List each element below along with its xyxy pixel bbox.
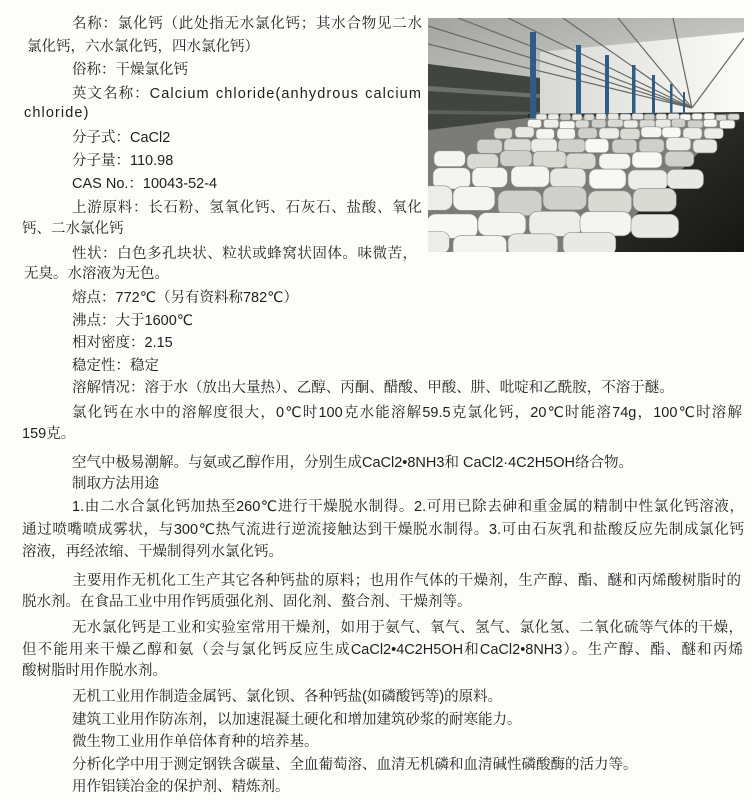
bag [592,119,606,127]
solubility-line [72,377,674,399]
english-name-label: 英文名称： [72,86,150,102]
bag [704,113,715,119]
density-line [72,332,173,354]
bag [704,119,718,127]
bag [550,168,586,188]
column [670,84,673,117]
english-name-line-cont: chloride) [24,105,90,121]
bag [666,138,691,151]
bag [494,128,512,139]
density-label: 相对密度： [72,335,145,351]
bag [588,191,632,215]
preparation-line: 溶液，再经浓缩、干燥制得列水氯化钙。 [22,544,283,560]
bag [665,151,694,166]
bag [536,114,547,120]
name-label: 名称： [72,16,118,32]
column [683,92,685,115]
bag [608,113,619,119]
column [652,75,655,119]
bag [560,114,571,120]
bag [478,213,526,236]
stability-label: 稳定性： [72,358,130,374]
appearance-value: 白色多孔块状、粒状或蜂窝状固体。味微苦， [117,246,418,262]
bag [632,152,662,168]
molecular-weight-label: 分子量： [72,153,130,169]
bag [728,114,739,120]
bag [628,170,668,190]
formula-label: 分子式： [72,130,130,146]
bag [639,139,664,153]
solubility-note-line-cont: 159克。 [22,426,76,442]
bag [500,151,532,167]
bag [608,120,624,128]
bag [558,139,585,152]
bag [585,139,609,153]
cas-line [72,173,217,195]
bag [599,154,631,169]
density-value: 2.15 [144,335,173,351]
bag [576,120,590,128]
bag [631,214,679,238]
metallurgy-line: 用作铝镁冶金的保护剂、精炼剂。 [72,779,290,795]
analytical-chemistry-line: 分析化学中用于测定钢铁含碳量、全血葡萄溶、血清无机磷和血清碱性磷酸酶的活力等。 [72,757,638,773]
bag [508,234,558,252]
deliquescence-note-line: 空气中极易潮解。与氨或乙醇作用，分别生成CaCl2•8NH3和 CaCl2·4C2H5OH络合物。 [72,455,633,471]
construction-line: 建筑工业用作防冻剂，以加速混凝土硬化和增加建筑砂浆的耐寒能力。 [72,712,522,728]
bag [624,120,639,128]
boiling-point-value: 大于1600℃ [115,313,194,329]
bag [720,120,735,128]
desiccant-use-line: 酸树脂时用作脱水剂。 [22,663,167,679]
solubility-note-line: 氯化钙在水中的溶解度很大，0℃时100克水能溶解59.5克氯化钙，20℃时能溶74g，100℃时溶解 [72,405,742,421]
column [632,65,636,121]
bag [536,129,554,140]
solubility-label: 溶解情况： [72,380,145,396]
english-name-line [72,83,422,105]
appearance-line-cont: 无臭。水溶液为无色。 [24,266,169,282]
bag [428,186,452,211]
cas-value: 10043-52-4 [142,176,218,192]
warehouse-photo [428,18,744,252]
common-name-line [72,59,188,81]
boiling-point-line [72,310,193,332]
bag [572,114,582,120]
bag [656,114,667,120]
main-uses-line: 脱水剂。在食品工业中用作钙质强化剂、固化剂、螯合剂、干燥剂等。 [22,594,472,610]
bag [662,127,681,138]
name-line [72,13,422,35]
molecular-weight-value: 110.98 [130,153,174,169]
appearance-line [72,243,417,265]
common-name-label: 俗称： [72,62,116,78]
molecular-weight-line [72,150,173,172]
microbiology-line: 微生物工业用作单倍体育种的培养基。 [72,734,319,750]
bag [693,140,717,153]
bag [566,153,596,169]
bag [453,236,507,252]
bag [596,114,606,120]
bag [612,140,637,154]
melting-point-label: 熔点： [72,290,116,306]
bag [620,129,640,140]
bag [511,166,549,187]
bag [434,151,465,167]
bag [620,114,631,120]
preparation-line: 1.由二水合氯化钙加热至260℃进行干燥脱水制得。2.可用已除去砷和重金属的精制中性氯化钙溶液， [72,499,744,515]
inorganic-industry-line: 无机工业用作制造金属钙、氯化钡、各种钙盐(如磷酸钙等)的原料。 [72,689,503,705]
desiccant-use-line: 但不能用来干燥乙醇和氨（会与氯化钙反应生成CaCl2•4C2H5OH和CaCl2•8NH3）。生产醇、酯、醚和丙烯 [22,642,743,658]
section-heading: 制取方法用途 [72,476,159,492]
bag [599,128,619,139]
bag [641,127,662,138]
raw-materials-line-cont: 钙、二水氯化钙 [22,221,124,237]
stability-line [72,355,159,377]
bag [453,187,495,211]
raw-materials-line [72,197,422,219]
bag [578,128,597,138]
formula-value: CaCl2 [130,130,171,146]
bag [515,127,534,138]
bag [467,154,498,169]
bag [672,119,686,127]
bag [544,120,559,128]
appearance-label: 性状： [72,246,118,262]
bag [533,151,566,167]
cas-label: CAS No.： [72,176,143,192]
formula-line [72,127,170,149]
bag [632,114,644,120]
bag [688,120,704,128]
main-uses-line: 主要用作无机化工生产其它各种钙盐的原料；也用作气体的干燥剂，生产醇、酯、醚和丙烯酸树脂时的 [72,573,741,589]
bag [543,187,587,210]
bag [531,139,557,153]
solubility-value: 溶于水（放出大量热）、乙醇、丙酮、醋酸、甲酸、肼、吡啶和乙酰胺，不溶于醚。 [144,380,674,396]
bag [692,114,702,120]
bag [472,168,508,188]
name-line-cont: 氯化钙，六水氯化钙，四水氯化钙） [27,39,259,55]
bag [580,212,632,236]
bag [563,233,616,252]
bag [428,232,449,253]
name-value: 氯化钙（此处指无水氯化钙；其水合物见二水 [117,16,422,32]
common-name-value: 干燥氯化钙 [115,62,188,78]
bag [560,121,575,129]
stability-value: 稳定 [130,358,159,374]
bag [704,128,723,139]
raw-materials-label: 上游原料： [72,200,149,216]
bag [667,170,704,189]
bag [589,169,626,189]
raw-materials-value: 长石粉、氢氧化钙、石灰石、盐酸、氧化 [148,200,422,216]
melting-point-value: 772℃（另有资料称782℃） [115,290,298,306]
bag [644,114,654,120]
boiling-point-label: 沸点： [72,313,116,329]
english-name-value: Calcium chloride(anhydrous calcium [149,86,422,102]
melting-point-line [72,287,298,309]
bag [557,128,575,139]
desiccant-use-line: 无水氯化钙是工业和实验室常用干燥剂，如用于氨气、氧气、氢气、氯化氢、二氧化硫等气体的干燥， [72,620,743,636]
bag [633,188,676,211]
preparation-line: 通过喷嘴喷成雾状，与300℃热气流进行逆流接触达到干燥脱水制得。3.可由石灰乳和盐酸反应先制成氯化钙 [22,522,744,538]
bag [477,140,502,154]
bag [548,114,559,120]
